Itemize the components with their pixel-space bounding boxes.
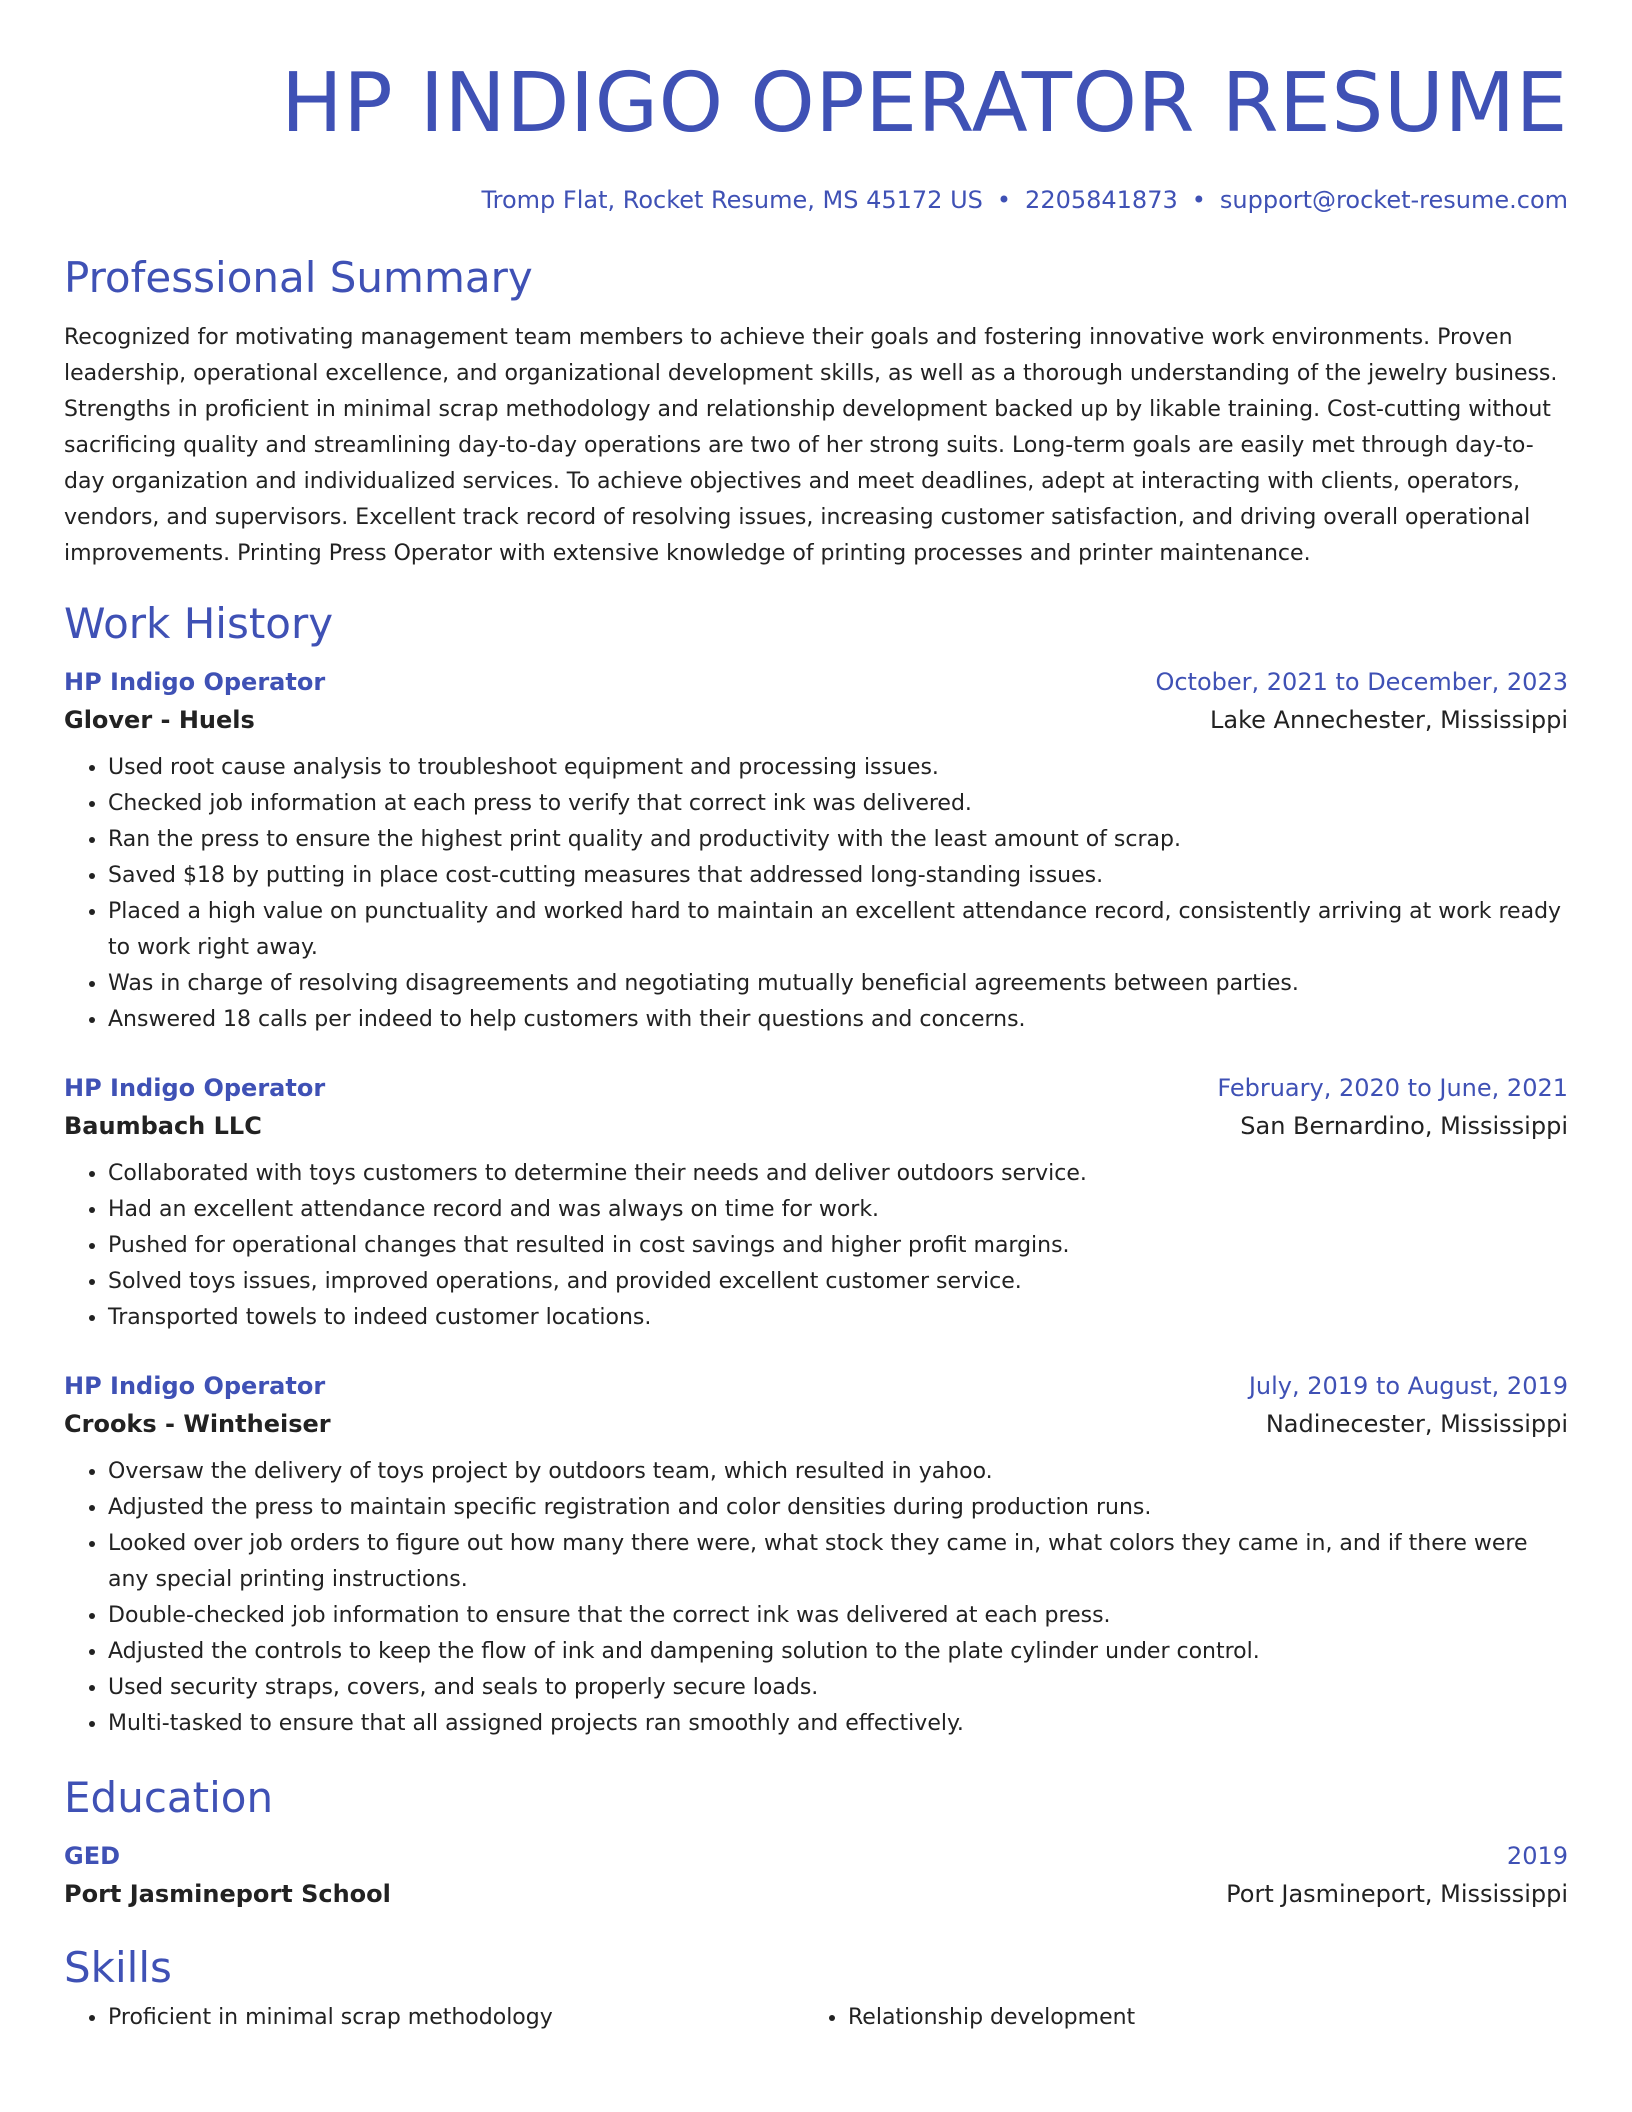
- job-company: Crooks - Wintheiser: [64, 1410, 331, 1438]
- job-dates: February, 2020 to June, 2021: [1217, 1074, 1568, 1102]
- job-title: HP Indigo Operator: [64, 668, 326, 696]
- job-bullet: • Used root cause analysis to troubleshoot equipment and processing issues.: [108, 750, 1568, 786]
- contact-separator: •: [1191, 186, 1206, 214]
- resume-title: HP INDIGO OPERATOR RESUME: [281, 56, 1568, 151]
- job-company: Baumbach LLC: [64, 1112, 262, 1140]
- skills-heading: Skills: [64, 1943, 172, 1992]
- skill-item: • Relationship development: [848, 2000, 1544, 2036]
- contact-separator: •: [996, 186, 1012, 214]
- job-bullet: • Used security straps, covers, and seals to properly secure loads.: [108, 1670, 1568, 1706]
- skills-column-right: [804, 2000, 1544, 2036]
- job-bullet: • Pushed for operational changes that resulted in cost savings and higher profit margins.: [108, 1228, 1568, 1264]
- job-bullet: • Saved $18 by putting in place cost-cutting measures that addressed long-standing issues.: [108, 858, 1568, 894]
- resume-page: [64, 0, 1568, 2036]
- job-bullet: • Ran the press to ensure the highest print quality and productivity with the least amount of scrap.: [108, 822, 1568, 858]
- job-bullet: • Oversaw the delivery of toys project by outdoors team, which resulted in yahoo.: [108, 1454, 1568, 1490]
- education-location: Port Jasmineport, Mississippi: [1226, 1880, 1568, 1908]
- education-school: Port Jasmineport School: [64, 1880, 391, 1908]
- job-entry: [64, 1368, 1568, 1742]
- contact-address: Tromp Flat, Rocket Resume, MS 45172 US: [481, 186, 983, 214]
- work-history-heading: Work History: [64, 599, 334, 648]
- job-location: San Bernardino, Mississippi: [1240, 1112, 1568, 1140]
- job-location: Lake Annechester, Mississippi: [1210, 706, 1568, 734]
- job-entry: [64, 1070, 1568, 1336]
- job-bullet: • Checked job information at each press to verify that correct ink was delivered.: [108, 786, 1568, 822]
- education-degree: GED: [64, 1842, 121, 1870]
- education-year: 2019: [1506, 1842, 1568, 1870]
- summary-section: [64, 252, 1568, 572]
- education-entry: [64, 1838, 1568, 1914]
- job-entry: [64, 664, 1568, 1038]
- job-company: Glover - Huels: [64, 706, 255, 734]
- job-bullet: • Answered 18 calls per indeed to help customers with their questions and concerns.: [108, 1002, 1568, 1038]
- job-bullet: • Looked over job orders to figure out how many there were, what stock they came in, what colors they came in, and if there were any special printing instructions.: [108, 1526, 1568, 1598]
- education-section: [64, 1772, 1568, 1914]
- job-bullet: • Double-checked job information to ensure that the correct ink was delivered at each press.: [108, 1598, 1568, 1634]
- job-location: Nadinecester, Mississippi: [1265, 1410, 1568, 1438]
- summary-text: Recognized for motivating management team members to achieve their goals and fostering innovative work environments. Proven leadership, operational excellence, and organizational development skills, as well as a thorough understanding of the jewelry business. Strengths in proficient in minimal scrap methodology and relationship development backed up by likable training. Cost-cutting without sacrificing quality and streamlining day-to-day operations are two of her strong suits. Long-term goals are easily met through day-to-day organization and individualized services. To achieve objectives and meet deadlines, adept at interacting with clients, operators, vendors, and supervisors. Excellent track record of resolving issues, increasing customer satisfaction, and driving overall operational improvements. Printing Press Operator with extensive knowledge of printing processes and printer maintenance.: [64, 325, 1558, 566]
- job-dates: July, 2019 to August, 2019: [1248, 1372, 1568, 1400]
- work-history-section: [64, 598, 1568, 1742]
- job-bullet: • Transported towels to indeed customer locations.: [108, 1300, 1568, 1336]
- job-bullets: [64, 1156, 1568, 1336]
- skills-section: [64, 1942, 1568, 2036]
- contact-email[interactable]: support@rocket-resume.com: [1219, 186, 1568, 214]
- job-bullet: • Placed a high value on punctuality and worked hard to maintain an excellent attendance record, consistently arriving at work ready to work right away.: [108, 894, 1568, 966]
- job-bullet: • Multi-tasked to ensure that all assigned projects ran smoothly and effectively.: [108, 1706, 1568, 1742]
- job-title: HP Indigo Operator: [64, 1074, 326, 1102]
- summary-heading: Professional Summary: [64, 253, 533, 302]
- job-title: HP Indigo Operator: [64, 1372, 326, 1400]
- education-heading: Education: [64, 1773, 274, 1822]
- contact-phone: 2205841873: [1025, 186, 1178, 214]
- skills-grid: [64, 2000, 1568, 2036]
- job-bullet: • Adjusted the press to maintain specific registration and color densities during production runs.: [108, 1490, 1568, 1526]
- skill-item: • Proficient in minimal scrap methodology: [108, 2000, 804, 2036]
- skills-column-left: [64, 2000, 804, 2036]
- contact-line: [64, 184, 1568, 216]
- job-bullet: • Collaborated with toys customers to determine their needs and deliver outdoors service.: [108, 1156, 1568, 1192]
- job-bullet: • Solved toys issues, improved operations, and provided excellent customer service.: [108, 1264, 1568, 1300]
- job-bullet: • Adjusted the controls to keep the flow of ink and dampening solution to the plate cylinder under control.: [108, 1634, 1568, 1670]
- job-bullet: • Had an excellent attendance record and was always on time for work.: [108, 1192, 1568, 1228]
- job-bullets: [64, 750, 1568, 1038]
- job-dates: October, 2021 to December, 2023: [1155, 668, 1568, 696]
- job-bullets: [64, 1454, 1568, 1742]
- job-bullet: • Was in charge of resolving disagreements and negotiating mutually beneficial agreements between parties.: [108, 966, 1568, 1002]
